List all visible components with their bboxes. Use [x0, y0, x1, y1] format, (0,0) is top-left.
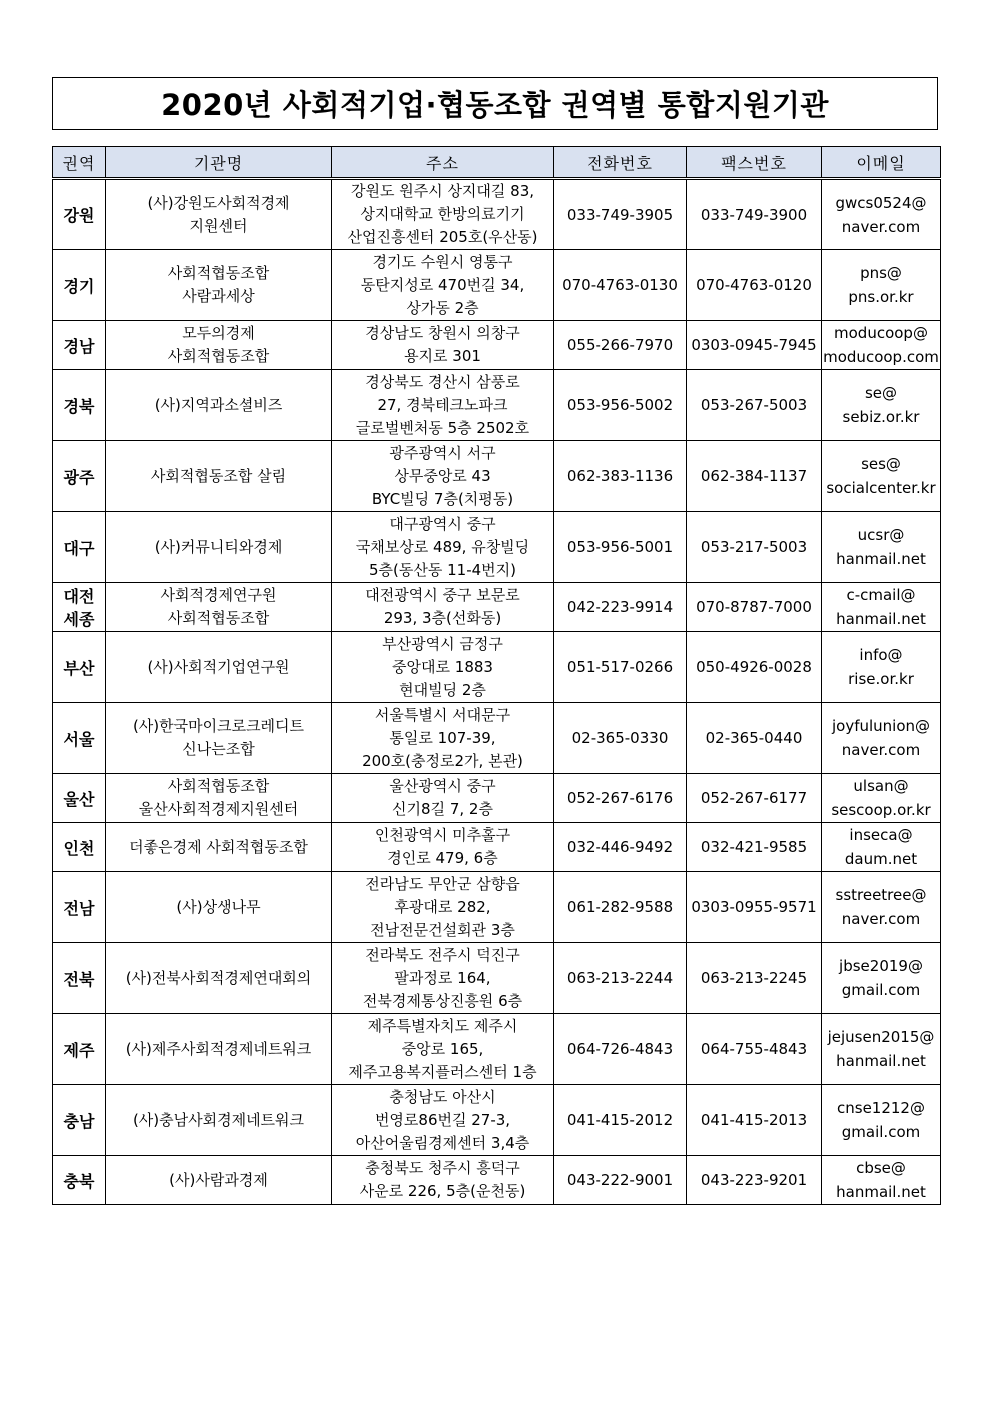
email-cell-line: hanmail.net	[836, 550, 926, 568]
phone-cell: 032-446-9492	[554, 823, 687, 872]
table-row	[53, 179, 941, 250]
email-cell-line: cbse@	[856, 1159, 906, 1177]
address-cell-line: 팔과정로 164,	[394, 968, 491, 987]
email-cell-line: naver.com	[841, 217, 921, 236]
email-cell-line: rise.or.kr	[848, 670, 914, 688]
org-name-cell-line: (사)커뮤니티와경제	[154, 537, 283, 556]
address-cell-line: 후광대로 282,	[394, 897, 491, 916]
region-cell-line: 전남	[63, 898, 95, 918]
address-cell-line: 293, 3층(선화동)	[383, 609, 502, 627]
email-cell-line: sescoop.or.kr	[831, 801, 931, 819]
address-cell	[332, 1156, 554, 1205]
region-cell-line: 울산	[63, 789, 95, 809]
fax-cell: 032-421-9585	[687, 823, 822, 872]
address-cell	[332, 823, 554, 872]
address-cell	[332, 583, 554, 632]
region-cell	[53, 321, 106, 370]
address-cell-line: 인천광역시 미추홀구	[374, 826, 511, 844]
region-cell-line: 서울	[63, 729, 95, 749]
email-cell	[822, 1085, 941, 1156]
address-cell-line: 제주고용복지플러스센터 1층	[348, 1062, 537, 1081]
org-name-cell-line: 사회적협동조합	[167, 264, 270, 282]
email-cell-line: naver.com	[841, 741, 921, 759]
org-name-cell	[106, 823, 332, 872]
address-cell-line: 200호(충정로2가, 본관)	[362, 751, 523, 770]
region-cell-line: 대구	[63, 538, 95, 558]
region-cell	[53, 512, 106, 583]
address-cell	[332, 1014, 554, 1085]
email-cell-line: naver.com	[841, 910, 921, 928]
org-name-cell-line: (사)지역과소셜비즈	[154, 395, 283, 414]
org-name-cell-line: (사)한국마이크로크레디트	[132, 717, 305, 735]
address-cell-line: 국채보상로 489, 유창빌딩	[355, 537, 530, 556]
org-name-cell	[106, 1085, 332, 1156]
email-cell-line: socialcenter.kr	[826, 479, 936, 497]
table-row	[53, 583, 941, 632]
region-cell-line: 대전	[63, 587, 95, 606]
email-cell	[822, 823, 941, 872]
phone-cell: 064-726-4843	[554, 1014, 687, 1085]
address-cell	[332, 179, 554, 250]
address-cell-line: 사운로 226, 5층(운천동)	[359, 1182, 526, 1200]
org-name-cell	[106, 943, 332, 1014]
fax-cell: 033-749-3900	[687, 179, 822, 250]
email-cell	[822, 632, 941, 703]
email-cell-line: joyfulunion@	[831, 717, 931, 735]
address-cell	[332, 370, 554, 441]
address-cell	[332, 250, 554, 321]
address-cell-line: 산업진흥센터 205호(우산동)	[347, 228, 538, 246]
email-cell	[822, 1014, 941, 1085]
region-cell	[53, 703, 106, 774]
phone-cell: 041-415-2012	[554, 1085, 687, 1156]
region-cell-line: 인천	[63, 838, 95, 858]
org-name-cell-line: 사회적협동조합	[167, 609, 270, 627]
email-cell-line: pns@	[860, 264, 902, 282]
email-cell-line: daum.net	[844, 850, 918, 868]
region-cell-line: 세종	[63, 610, 95, 629]
email-cell-line: ulsan@	[853, 777, 909, 795]
table-body	[53, 179, 941, 1205]
email-cell-line: gmail.com	[841, 1123, 921, 1141]
email-cell	[822, 370, 941, 441]
address-cell-line: 중앙로 165,	[401, 1039, 484, 1058]
email-cell	[822, 774, 941, 823]
org-name-cell	[106, 583, 332, 632]
region-cell-line: 전북	[63, 969, 95, 989]
org-name-cell	[106, 1156, 332, 1205]
address-cell-line: 경상북도 경산시 삼풍로	[365, 372, 520, 391]
region-cell	[53, 179, 106, 250]
region-cell	[53, 370, 106, 441]
phone-cell: 063-213-2244	[554, 943, 687, 1014]
org-name-cell-line: (사)전북사회적경제연대회의	[125, 968, 312, 987]
region-cell	[53, 1156, 106, 1205]
fax-cell: 070-4763-0120	[687, 250, 822, 321]
email-cell-line: c-cmail@	[846, 586, 916, 604]
region-cell	[53, 774, 106, 823]
org-name-cell	[106, 632, 332, 703]
email-cell-line: moducoop.com	[823, 348, 939, 366]
email-cell-line: info@	[859, 646, 903, 664]
org-name-cell	[106, 370, 332, 441]
table-row	[53, 1156, 941, 1205]
header-org: 기관명	[106, 147, 332, 179]
org-name-cell	[106, 703, 332, 774]
fax-cell: 041-415-2013	[687, 1085, 822, 1156]
table-row	[53, 441, 941, 512]
region-cell-line: 강원	[63, 206, 95, 225]
table-row	[53, 370, 941, 441]
address-cell-line: 5층(동산동 11-4번지)	[369, 560, 516, 579]
region-cell	[53, 872, 106, 943]
org-name-cell	[106, 179, 332, 250]
support-agency-table	[52, 146, 941, 1205]
region-cell	[53, 823, 106, 872]
region-cell-line: 경남	[63, 336, 95, 356]
address-cell-line: 제주특별자치도 제주시	[367, 1016, 518, 1035]
table-row	[53, 943, 941, 1014]
address-cell-line: 광주광역시 서구	[389, 443, 496, 462]
address-cell-line: 상가동 2층	[406, 298, 479, 317]
address-cell-line: 대전광역시 중구 보문로	[365, 586, 520, 604]
org-name-cell	[106, 512, 332, 583]
region-cell	[53, 632, 106, 703]
table-row	[53, 250, 941, 321]
email-cell-line: se@	[864, 384, 898, 402]
org-name-cell-line: 사회적협동조합	[167, 347, 270, 365]
address-cell-line: BYC빌딩 7층(치평동)	[371, 489, 514, 508]
phone-cell: 052-267-6176	[554, 774, 687, 823]
table-row	[53, 823, 941, 872]
address-cell-line: 전남전문건설회관 3층	[370, 920, 515, 939]
email-cell-line: inseca@	[849, 826, 913, 844]
address-cell-line: 현대빌딩 2층	[399, 680, 486, 699]
email-cell-line: sebiz.or.kr	[842, 408, 920, 426]
address-cell-line: 울산광역시 중구	[389, 777, 496, 795]
table-row	[53, 1014, 941, 1085]
org-name-cell	[106, 441, 332, 512]
fax-cell: 02-365-0440	[687, 703, 822, 774]
table-row	[53, 774, 941, 823]
org-name-cell-line: 울산사회적경제지원센터	[138, 800, 299, 818]
fax-cell: 053-267-5003	[687, 370, 822, 441]
region-cell	[53, 943, 106, 1014]
org-name-cell-line: (사)사람과경제	[169, 1170, 268, 1189]
region-cell-line: 경기	[63, 276, 95, 296]
address-cell-line: 강원도 원주시 상지대길 83,	[350, 182, 535, 200]
email-cell	[822, 179, 941, 250]
org-name-cell	[106, 774, 332, 823]
region-cell	[53, 1085, 106, 1156]
email-cell-line: jejusen2015@	[827, 1028, 935, 1046]
address-cell-line: 번영로86번길 27-3,	[374, 1110, 511, 1129]
fax-cell: 064-755-4843	[687, 1014, 822, 1085]
table-row	[53, 321, 941, 370]
email-cell	[822, 703, 941, 774]
email-cell	[822, 872, 941, 943]
phone-cell: 062-383-1136	[554, 441, 687, 512]
org-name-cell-line: (사)사회적기업연구원	[147, 657, 290, 676]
email-cell	[822, 943, 941, 1014]
email-cell-line: jbse2019@	[839, 957, 923, 975]
org-name-cell-line: (사)제주사회적경제네트워크	[125, 1039, 312, 1058]
region-cell-line: 광주	[63, 467, 95, 487]
email-cell-line: hanmail.net	[836, 610, 926, 628]
address-cell	[332, 632, 554, 703]
fax-cell: 070-8787-7000	[687, 583, 822, 632]
table-row	[53, 872, 941, 943]
address-cell-line: 경기도 수원시 영통구	[372, 252, 513, 271]
fax-cell: 063-213-2245	[687, 943, 822, 1014]
fax-cell: 062-384-1137	[687, 441, 822, 512]
address-cell-line: 충청북도 청주시 흥덕구	[365, 1159, 520, 1177]
address-cell-line: 경인로 479, 6층	[387, 849, 498, 867]
email-cell	[822, 512, 941, 583]
address-cell	[332, 943, 554, 1014]
org-name-cell-line: (사)강원도사회적경제	[147, 193, 290, 212]
org-name-cell-line: 사회적경제연구원	[160, 586, 277, 604]
fax-cell: 053-217-5003	[687, 512, 822, 583]
phone-cell: 053-956-5001	[554, 512, 687, 583]
phone-cell: 070-4763-0130	[554, 250, 687, 321]
email-cell-line: sstreetree@	[835, 886, 927, 904]
email-cell	[822, 321, 941, 370]
email-cell-line: hanmail.net	[836, 1052, 926, 1070]
address-cell-line: 충청남도 아산시	[389, 1087, 496, 1106]
header-fax: 팩스번호	[687, 147, 822, 179]
address-cell-line: 전라북도 전주시 덕진구	[365, 945, 520, 964]
email-cell	[822, 441, 941, 512]
region-cell	[53, 441, 106, 512]
address-cell-line: 27, 경북테크노파크	[377, 395, 508, 414]
email-cell-line: cnse1212@	[837, 1099, 925, 1117]
email-cell	[822, 583, 941, 632]
phone-cell: 043-222-9001	[554, 1156, 687, 1205]
region-cell-line: 부산	[63, 658, 95, 678]
address-cell	[332, 321, 554, 370]
org-name-cell-line: 사람과세상	[182, 287, 255, 305]
fax-cell: 052-267-6177	[687, 774, 822, 823]
address-cell	[332, 774, 554, 823]
address-cell	[332, 512, 554, 583]
region-cell-line: 충북	[63, 1171, 95, 1191]
address-cell-line: 경상남도 창원시 의창구	[365, 324, 520, 342]
region-cell	[53, 583, 106, 632]
org-name-cell-line: 지원센터	[189, 216, 248, 235]
phone-cell: 051-517-0266	[554, 632, 687, 703]
phone-cell: 055-266-7970	[554, 321, 687, 370]
phone-cell: 033-749-3905	[554, 179, 687, 250]
region-cell-line: 충남	[63, 1111, 95, 1131]
table-row	[53, 1085, 941, 1156]
phone-cell: 053-956-5002	[554, 370, 687, 441]
address-cell-line: 아산어울림경제센터 3,4층	[355, 1133, 530, 1152]
address-cell	[332, 703, 554, 774]
document-title-box	[52, 77, 938, 130]
address-cell-line: 통일로 107-39,	[389, 728, 496, 747]
address-cell-line: 부산광역시 금정구	[382, 634, 503, 653]
region-cell	[53, 1014, 106, 1085]
header-region: 권역	[53, 147, 106, 179]
address-cell-line: 서울특별시 서대문구	[374, 705, 511, 724]
org-name-cell	[106, 1014, 332, 1085]
address-cell	[332, 441, 554, 512]
header-row	[53, 147, 941, 179]
email-cell-line: pns.or.kr	[848, 288, 914, 306]
address-cell-line: 상무중앙로 43	[394, 466, 491, 485]
org-name-cell-line: 모두의경제	[182, 324, 255, 342]
region-cell-line: 제주	[63, 1040, 95, 1060]
region-cell	[53, 250, 106, 321]
org-name-cell-line: 사회적협동조합	[167, 777, 270, 795]
phone-cell: 042-223-9914	[554, 583, 687, 632]
address-cell-line: 중앙대로 1883	[392, 657, 493, 676]
fax-cell: 0303-0945-7945	[687, 321, 822, 370]
address-cell-line: 동탄지성로 470번길 34,	[360, 275, 525, 294]
email-cell	[822, 1156, 941, 1205]
email-cell-line: hanmail.net	[836, 1183, 926, 1201]
address-cell-line: 용지로 301	[404, 347, 481, 365]
org-name-cell-line: (사)상생나무	[176, 897, 261, 916]
region-cell-line: 경북	[63, 396, 95, 416]
header-address: 주소	[332, 147, 554, 179]
org-name-cell	[106, 250, 332, 321]
address-cell-line: 대구광역시 중구	[389, 514, 496, 533]
email-cell-line: gwcs0524@	[835, 193, 927, 212]
email-cell-line: ses@	[861, 455, 901, 473]
document-title: 2020년 사회적기업·협동조합 권역별 통합지원기관	[161, 88, 829, 122]
address-cell-line: 상지대학교 한방의료기기	[360, 205, 525, 223]
phone-cell: 02-365-0330	[554, 703, 687, 774]
fax-cell: 050-4926-0028	[687, 632, 822, 703]
org-name-cell-line: (사)충남사회경제네트워크	[132, 1110, 305, 1129]
email-cell	[822, 250, 941, 321]
email-cell-line: moducoop@	[834, 324, 928, 342]
table-row	[53, 703, 941, 774]
address-cell-line: 글로벌벤처동 5층 2502호	[355, 418, 530, 437]
org-name-cell	[106, 321, 332, 370]
fax-cell: 043-223-9201	[687, 1156, 822, 1205]
header-email: 이메일	[822, 147, 941, 179]
table-row	[53, 512, 941, 583]
address-cell	[332, 1085, 554, 1156]
org-name-cell-line: 신나는조합	[182, 740, 255, 758]
org-name-cell	[106, 872, 332, 943]
email-cell-line: gmail.com	[841, 981, 921, 999]
header-phone: 전화번호	[554, 147, 687, 179]
address-cell	[332, 872, 554, 943]
address-cell-line: 신기8길 7, 2층	[392, 800, 493, 818]
table-row	[53, 632, 941, 703]
phone-cell: 061-282-9588	[554, 872, 687, 943]
email-cell-line: ucsr@	[857, 526, 905, 544]
address-cell-line: 전라남도 무안군 삼향읍	[365, 874, 520, 893]
address-cell-line: 전북경제통상진흥원 6층	[362, 991, 523, 1010]
org-name-cell-line: 더좋은경제 사회적협동조합	[129, 837, 308, 856]
fax-cell: 0303-0955-9571	[687, 872, 822, 943]
org-name-cell-line: 사회적협동조합 살림	[150, 466, 287, 485]
